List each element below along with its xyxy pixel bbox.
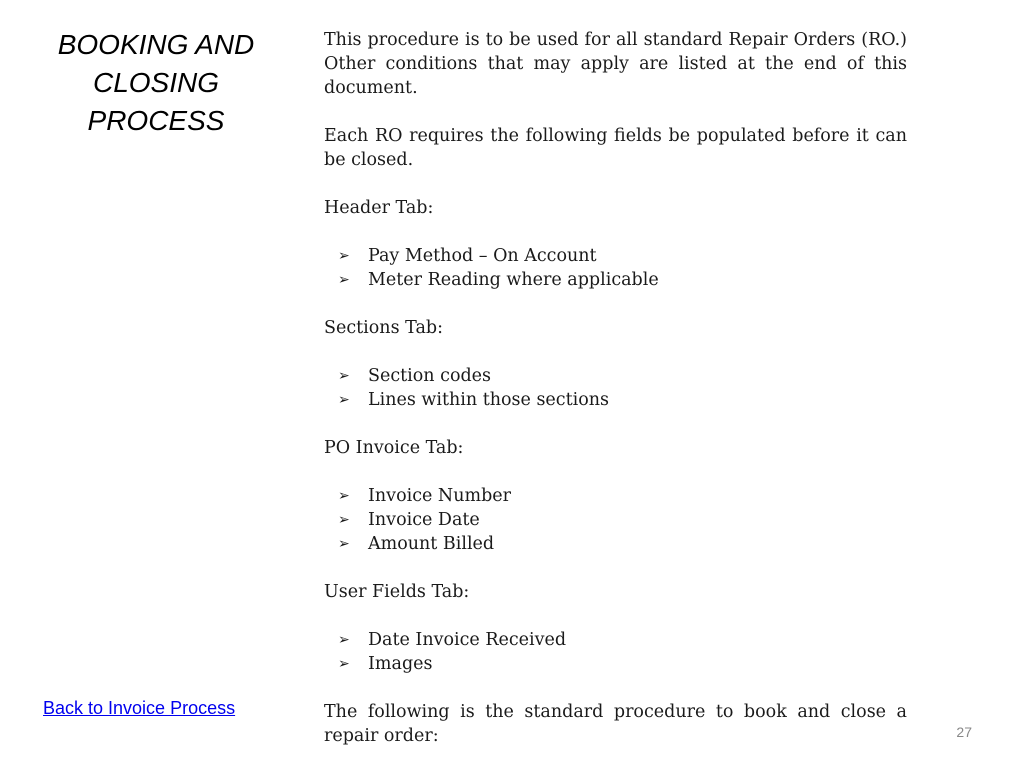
slide-title-line-3: PROCESS bbox=[87, 105, 225, 136]
arrowhead-bullet-icon: ➢ bbox=[338, 248, 350, 264]
list-item bbox=[324, 484, 907, 508]
list-item-label: Meter Reading where applicable bbox=[368, 270, 659, 290]
list-item-label: Date Invoice Received bbox=[368, 630, 567, 650]
list-item-label: Images bbox=[368, 654, 433, 674]
list-item-label: Invoice Date bbox=[368, 510, 480, 530]
list-item-label: Amount Billed bbox=[368, 534, 495, 554]
intro-line-1: This procedure is to be used for all standard Repair Orders (RO.) bbox=[324, 30, 907, 50]
closing-line-1: The following is the standard procedure to book and close a bbox=[324, 702, 907, 722]
section-heading-po-invoice-tab: PO Invoice Tab: bbox=[324, 438, 464, 458]
page-number: 27 bbox=[956, 724, 972, 740]
fields-line-2: be closed. bbox=[324, 150, 414, 170]
slide-title-line-1: BOOKING AND bbox=[57, 29, 255, 60]
back-to-invoice-process-link[interactable]: Back to Invoice Process bbox=[43, 698, 236, 718]
section-heading-user-fields-tab: User Fields Tab: bbox=[324, 582, 470, 602]
arrowhead-bullet-icon: ➢ bbox=[338, 536, 350, 552]
arrowhead-bullet-icon: ➢ bbox=[338, 368, 350, 384]
list-item-label: Invoice Number bbox=[368, 486, 512, 506]
closing-line-2: repair order: bbox=[324, 726, 439, 746]
arrowhead-bullet-icon: ➢ bbox=[338, 392, 350, 408]
arrowhead-bullet-icon: ➢ bbox=[338, 272, 350, 288]
list-item-label: Pay Method – On Account bbox=[368, 246, 597, 266]
section-heading-header-tab: Header Tab: bbox=[324, 198, 434, 218]
list-item bbox=[324, 508, 907, 532]
arrowhead-bullet-icon: ➢ bbox=[338, 656, 350, 672]
list-item bbox=[324, 628, 907, 652]
list-item bbox=[324, 532, 907, 556]
arrowhead-bullet-icon: ➢ bbox=[338, 632, 350, 648]
po-invoice-tab-list bbox=[324, 484, 907, 556]
intro-line-2: Other conditions that may apply are listed at the end of this bbox=[324, 54, 907, 74]
list-item bbox=[324, 244, 907, 268]
list-item bbox=[324, 268, 907, 292]
procedure-document bbox=[324, 28, 907, 748]
arrowhead-bullet-icon: ➢ bbox=[338, 488, 350, 504]
slide-title-line-2: CLOSING bbox=[92, 67, 220, 98]
arrowhead-bullet-icon: ➢ bbox=[338, 512, 350, 528]
list-item-label: Section codes bbox=[368, 366, 492, 386]
header-tab-list bbox=[324, 244, 907, 292]
list-item bbox=[324, 388, 907, 412]
sections-tab-list bbox=[324, 364, 907, 412]
user-fields-tab-list bbox=[324, 628, 907, 676]
list-item bbox=[324, 364, 907, 388]
fields-line-1: Each RO requires the following fields be populated before it can bbox=[324, 126, 907, 146]
slide-title bbox=[38, 26, 274, 140]
list-item bbox=[324, 652, 907, 676]
section-heading-sections-tab: Sections Tab: bbox=[324, 318, 443, 338]
list-item-label: Lines within those sections bbox=[368, 390, 609, 410]
intro-line-3: document. bbox=[324, 78, 418, 98]
